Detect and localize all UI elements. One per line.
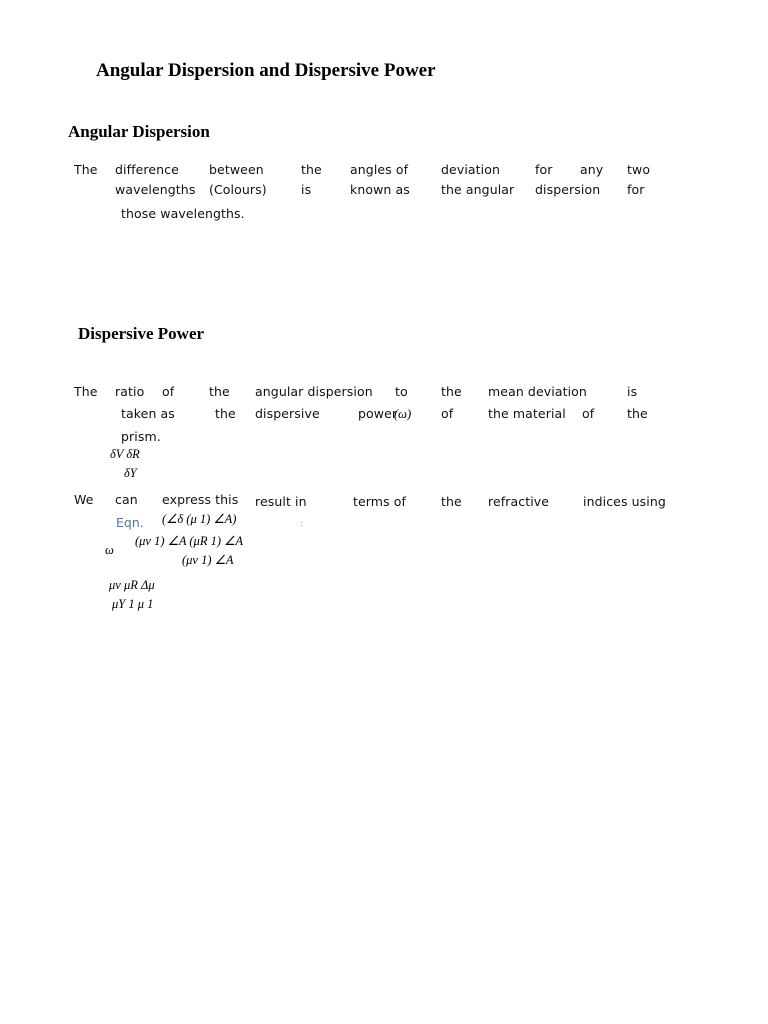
word: (Colours) <box>209 182 267 197</box>
word: any <box>580 162 604 177</box>
word: prism. <box>121 429 161 444</box>
equation-label: Eqn. <box>116 515 144 530</box>
equation-bottom: (μv 1) ∠A <box>182 553 234 567</box>
word: the <box>209 384 230 399</box>
word: dispersive <box>255 406 320 421</box>
word: the angular <box>441 182 515 197</box>
word: power <box>358 406 398 421</box>
word: deviation <box>441 162 500 177</box>
result-denominator: μY 1 μ 1 <box>112 597 154 611</box>
word: angular dispersion <box>255 384 373 399</box>
equation-middle: (μv 1) ∠A (μR 1) ∠A <box>135 534 243 548</box>
word: for <box>535 162 553 177</box>
word: to <box>395 384 408 399</box>
word: is <box>301 182 312 197</box>
word: ratio <box>115 384 145 399</box>
word: of <box>582 406 595 421</box>
word: of <box>162 384 175 399</box>
word: dispersion <box>535 182 601 197</box>
word: taken as <box>121 406 175 421</box>
omega-symbol: (ω) <box>394 407 412 421</box>
word: The <box>74 162 98 177</box>
result-numerator: μv μR Δμ <box>109 578 155 592</box>
word: wavelengths <box>115 182 196 197</box>
section-heading-dispersive-power: Dispersive Power <box>78 324 205 343</box>
word: those wavelengths. <box>121 206 245 221</box>
word: known as <box>350 182 410 197</box>
word: difference <box>115 162 179 177</box>
word: The <box>74 384 98 399</box>
word: angles of <box>350 162 409 177</box>
word: the <box>441 494 462 509</box>
word: the <box>215 406 236 421</box>
word: mean deviation <box>488 384 587 399</box>
word: is <box>627 384 638 399</box>
section-heading-angular-dispersion: Angular Dispersion <box>68 122 210 141</box>
word: the <box>301 162 322 177</box>
word: for <box>627 182 645 197</box>
word: two <box>627 162 651 177</box>
word: between <box>209 162 264 177</box>
word: the material <box>488 406 566 421</box>
equation-top: (∠δ (μ 1) ∠A) <box>162 512 237 526</box>
omega-symbol: ω <box>105 543 114 557</box>
word: the <box>441 384 462 399</box>
word: can <box>115 492 138 507</box>
word: express this <box>162 492 239 507</box>
formula-numerator: δV δR <box>110 447 140 461</box>
formula-denominator: δY <box>124 466 137 480</box>
word: indices using <box>583 494 666 509</box>
page-title: Angular Dispersion and Dispersive Power <box>96 60 436 81</box>
word: of <box>441 406 454 421</box>
equation-colon: : <box>300 518 303 528</box>
word: the <box>627 406 648 421</box>
word: refractive <box>488 494 550 509</box>
word: terms of <box>353 494 407 509</box>
word: result in <box>255 494 307 509</box>
word: We <box>74 492 94 507</box>
